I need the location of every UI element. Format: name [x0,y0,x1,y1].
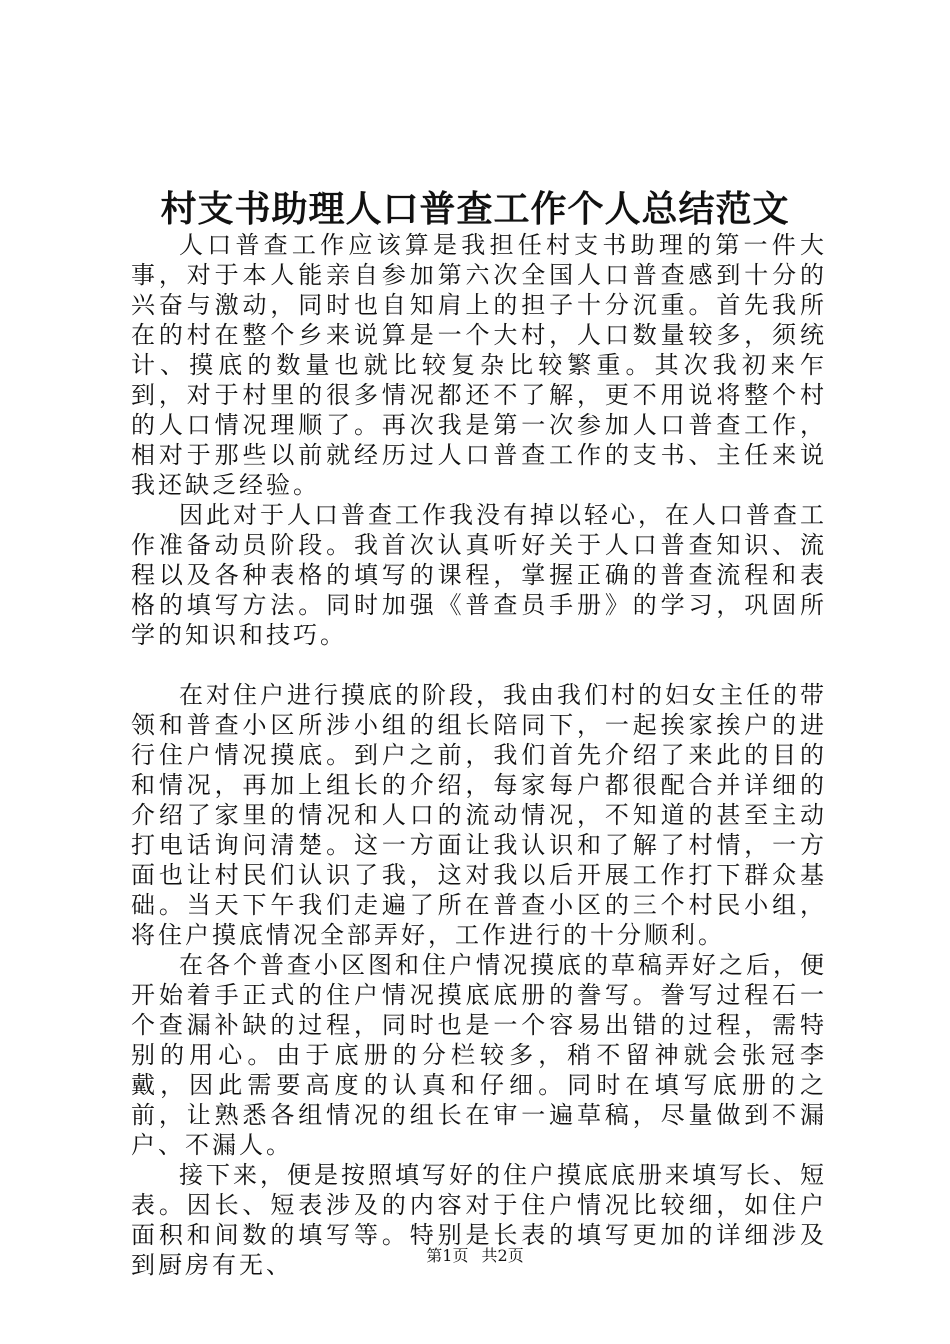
page-footer [0,1246,950,1266]
paragraph: 在对住户进行摸底的阶段，我由我们村的妇女主任的带领和普查小区所涉小组的组长陪同下，一起挨家挨户的进行住户情况摸底。到户之前，我们首先介绍了来此的目的和情况，再加上组长的介绍，每家每户都很配合并详细的介绍了家里的情况和人口的流动情况，不知道的甚至主动打电话询问清楚。这一方面让我认识和了解了村情，一方面也让村民们认识了我，这对我以后开展工作打下群众基础。当天下午我们走遍了所在普查小区的三个村民小组，将住户摸底情况全部弄好，工作进行的十分顺利。 [131,681,827,949]
paragraph: 接下来，便是按照填写好的住户摸底底册来填写长、短表。因长、短表涉及的内容对于住户情况比较细，如住户面积和间数的填写等。特别是长表的填写更加的详细涉及到厨房有无、 [131,1161,827,1279]
document-body [131,230,827,1280]
paragraph: 人口普查工作应该算是我担任村支书助理的第一件大事，对于本人能亲自参加第六次全国人口普查感到十分的兴奋与激动，同时也自知肩上的担子十分沉重。首先我所在的村在整个乡来说算是一个大村，人口数量较多，须统计、摸底的数量也就比较复杂比较繁重。其次我初来乍到，对于村里的很多情况都还不了解，更不用说将整个村的人口情况理顺了。再次我是第一次参加人口普查工作，相对于那些以前就经历过人口普查工作的支书、主任来说我还缺乏经验。 [131,231,827,499]
paragraph: 因此对于人口普查工作我没有掉以轻心，在人口普查工作准备动员阶段。我首次认真听好关于人口普查知识、流程以及各种表格的填写的课程，掌握正确的普查流程和表格的填写方法。同时加强《普查员手册》的学习，巩固所学的知识和技巧。 [131,501,827,649]
document-title: 村支书助理人口普查工作个人总结范文 [160,188,790,230]
page-total: 共2页 [481,1246,524,1265]
page-number: 第1页 [426,1246,469,1265]
paragraph: 在各个普查小区图和住户情况摸底的草稿弄好之后，便开始着手正式的住户情况摸底底册的誊写。誊写过程石一个查漏补缺的过程，同时也是一个容易出错的过程，需特别的用心。由于底册的分栏较多，稍不留神就会张冠李戴，因此需要高度的认真和仔细。同时在填写底册的之前，让熟悉各组情况的组长在审一遍草稿，尽量做到不漏户、不漏人。 [131,951,827,1159]
